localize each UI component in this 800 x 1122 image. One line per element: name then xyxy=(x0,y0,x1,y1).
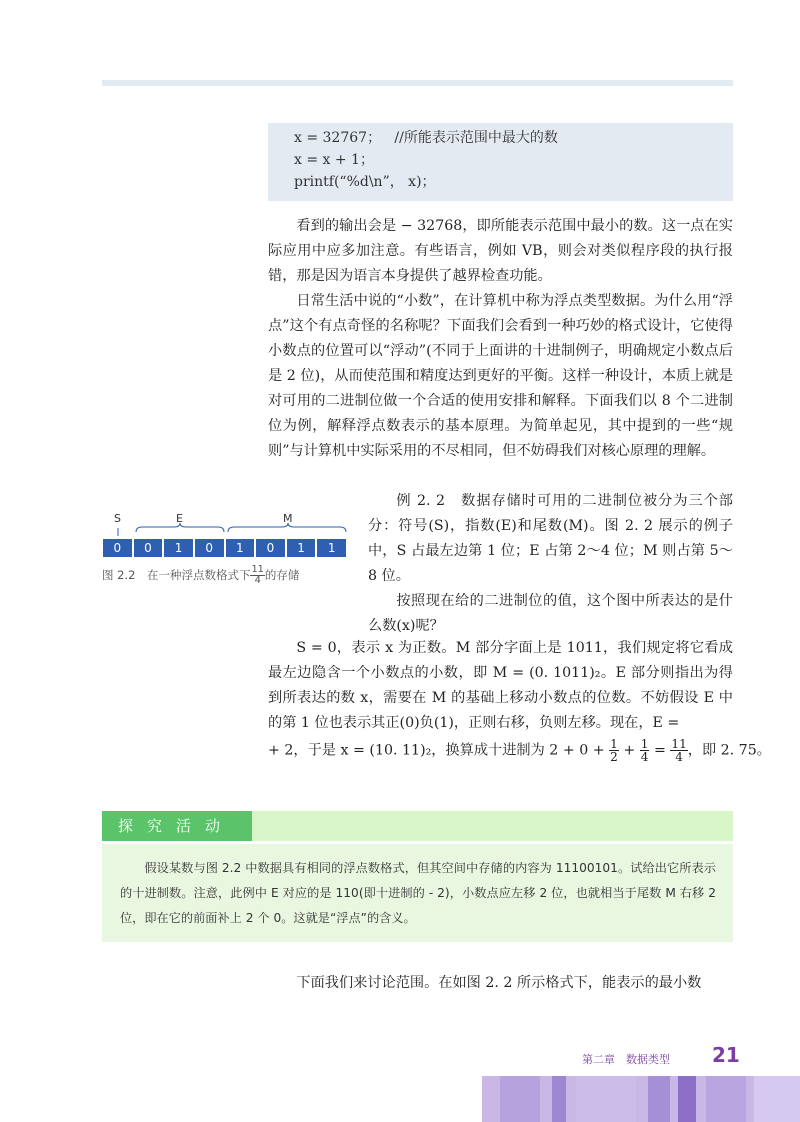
field-label-e: E xyxy=(176,512,183,525)
formula-equals: = xyxy=(653,742,666,759)
field-brackets xyxy=(102,510,352,538)
code-block xyxy=(268,123,733,201)
paragraph-1: 看到的输出会是 − 32768，即所能表示范围中最小的数。这一点在实际应用中应多加注意。有些语言，例如 VB，则会对类似程序段的执行报错，那是因为语言本身提供了越界检查功能。 xyxy=(268,218,733,284)
fraction-2 xyxy=(640,738,650,763)
activity-paragraph: 假设某数与图 2.2 中数据具有相同的浮点数格式，但其空间中存储的内容为 11100101。试给出它所表示的十进制数。注意，此例中 E 对应的是 110(即十进制的 - 2)，小数点应左移 2 位，也就相当于尾数 M 右移 2 位，即在它的前面补上 2 个 0。这就是“浮点”的含义。 xyxy=(120,861,716,925)
header-rule xyxy=(102,80,733,86)
figure-2-2 xyxy=(102,510,352,538)
body-text-upper xyxy=(268,214,733,464)
code-line-2: x = x + 1； xyxy=(294,152,374,168)
decorative-stripes xyxy=(482,1076,800,1122)
code-line-1: x = 32767； //所能表示范围中最大的数 xyxy=(294,130,558,146)
frac1-denominator: 2 xyxy=(610,750,618,765)
frac2-numerator: 1 xyxy=(640,737,649,751)
formula-prefix: + 2，于是 x = (10. 11)₂，换算成十进制为 2 + 0 + xyxy=(268,742,605,759)
formula-line xyxy=(268,737,771,765)
body-text-beside-figure xyxy=(368,489,733,639)
bit-cell: 1 xyxy=(225,538,256,558)
paragraph-7: 下面我们来讨论范围。在如图 2. 2 所示格式下，能表示的最小数 xyxy=(296,975,702,991)
bit-cell: 0 xyxy=(102,538,133,558)
code-line-3: printf(“%d\n”， x)； xyxy=(294,174,436,190)
formula-plus: + xyxy=(623,742,636,759)
caption-text: 图 2.2 在一种浮点数格式下 xyxy=(102,567,251,582)
bit-cell: 0 xyxy=(194,538,225,558)
caption-frac-numerator: 11 xyxy=(251,564,264,575)
frac3-denominator: 4 xyxy=(675,750,683,765)
fraction-1 xyxy=(609,738,619,763)
paragraph-4: 按照现在给的二进制位的值，这个图中所表达的是什么数(x)呢？ xyxy=(368,593,733,634)
activity-box xyxy=(102,844,733,942)
activity-title: 探究活动 xyxy=(102,811,252,841)
footer-chapter: 第二章 数据类型 xyxy=(582,1053,670,1066)
bit-row xyxy=(102,538,347,558)
frac3-numerator: 11 xyxy=(671,737,687,751)
activity-text xyxy=(120,856,716,931)
body-text-final xyxy=(268,971,733,996)
paragraph-2: 日常生活中说的“小数”，在计算机中称为浮点类型数据。为什么用“浮点”这个有点奇怪的名称呢？下面我们会看到一种巧妙的格式设计，它使得小数点的位置可以“浮动”(不同于上面讲的十进制例子，明确规定小数点后是 2 位)，从而使范围和精度达到更好的平衡。这样一种设计，本质上就是对可用的二进制位做一个合适的使用安排和解释。下面我们以 8 个二进制位为例，解释浮点数表示的基本原理。为简单起见，其中提到的一些“规则”与计算机中实际采用的不尽相同，但不妨碍我们对核心原理的理解。 xyxy=(268,293,733,459)
body-text-lower xyxy=(268,636,733,736)
paragraph-3: 例 2. 2 数据存储时可用的二进制位被分为三个部分：符号(S)，指数(E)和尾数(M)。图 2. 2 展示的例子中，S 占最左边第 1 位；E 占第 2～4 位；M 则占第 5～8 位。 xyxy=(368,493,733,584)
figure-caption xyxy=(102,565,299,586)
field-label-m: M xyxy=(283,512,293,525)
page-number: 21 xyxy=(712,1043,740,1067)
bit-cell: 1 xyxy=(163,538,194,558)
frac1-numerator: 1 xyxy=(610,737,618,751)
bit-cell: 0 xyxy=(255,538,286,558)
fraction-3 xyxy=(670,738,687,763)
frac2-denominator: 4 xyxy=(640,750,649,765)
caption-fraction xyxy=(250,565,264,586)
bit-cell: 0 xyxy=(133,538,164,558)
paragraph-5: S = 0，表示 x 为正数。M 部分字面上是 1011，我们规定将它看成最左边隐含一个小数点的小数，即 M = (0. 1011)₂。E 部分则指出为得到所表达的数 x，需要在 M 的基础上移动小数点的位数。不妨假设 E 中的第 1 位也表示其正(0)负(1)，正则右移，负则左移。现在，E = xyxy=(268,640,733,731)
bit-cell: 1 xyxy=(286,538,317,558)
caption-frac-denominator: 4 xyxy=(254,574,261,586)
formula-suffix: ，即 2. 75。 xyxy=(687,742,771,759)
field-label-s: S xyxy=(114,512,121,525)
bit-cell: 1 xyxy=(316,538,347,558)
caption-suffix: 的存储 xyxy=(264,567,300,582)
